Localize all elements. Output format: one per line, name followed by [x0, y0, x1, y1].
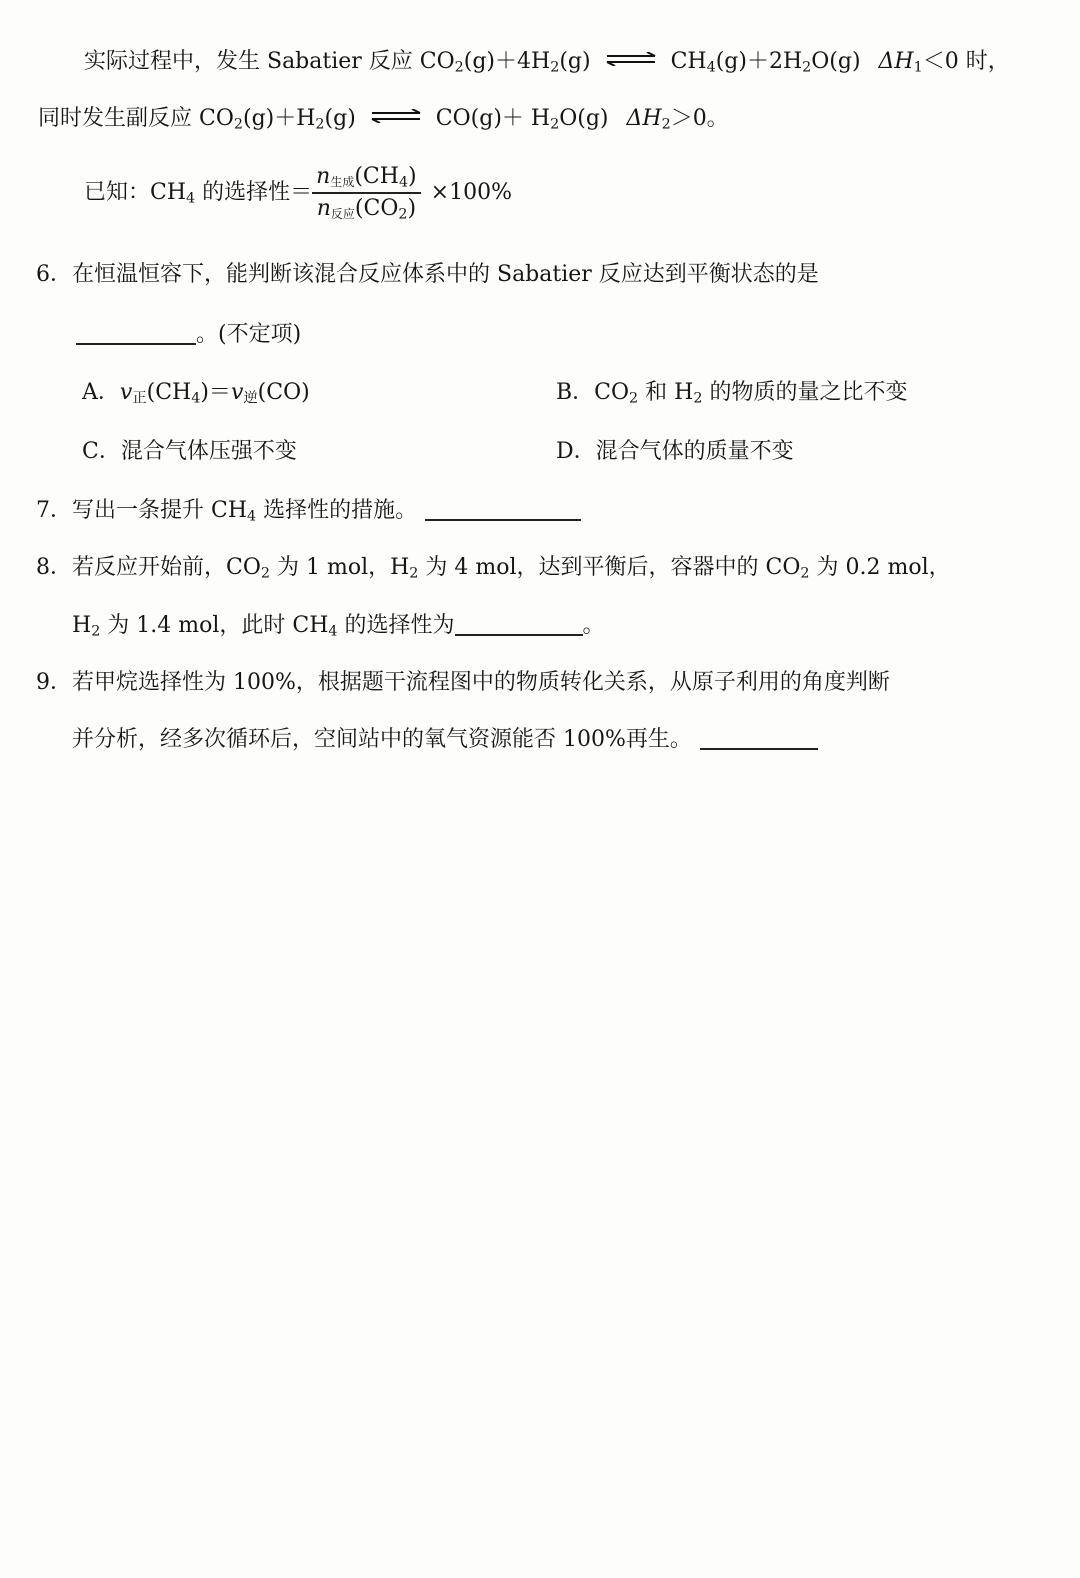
text-segment: (CO — [354, 196, 399, 221]
answer-blank[interactable] — [455, 612, 583, 636]
subscript: 2 — [550, 116, 560, 133]
question-6-stem — [36, 260, 819, 290]
subscript: 2 — [91, 623, 101, 640]
text-segment: n — [316, 164, 331, 189]
subscript: 4 — [191, 390, 201, 407]
subscript: 反应 — [330, 207, 355, 221]
text-segment: CO(g)＋ H — [435, 106, 551, 131]
subscript: 2 — [398, 206, 408, 223]
option-b[interactable] — [556, 378, 907, 408]
subscript: 2 — [802, 59, 812, 76]
text-segment: (CO) — [257, 380, 310, 405]
text-segment: )＝ — [200, 380, 231, 405]
text-segment: n — [316, 196, 331, 221]
subscript: 2 — [629, 390, 639, 407]
text-segment: 的物质的量之比不变 — [702, 380, 908, 405]
reaction-line-side — [38, 104, 729, 134]
text-segment: 为 0.2 mol， — [809, 555, 951, 580]
subscript: 正 — [132, 390, 147, 407]
text-segment: ＜0 时， — [922, 49, 1010, 74]
subscript: 1 — [913, 59, 923, 76]
subscript: 2 — [661, 116, 671, 133]
option-letter: D． — [556, 439, 596, 464]
question-8-line-1 — [36, 553, 951, 583]
question-text: 并分析，经多次循环后，空间站中的氧气资源能否 100%再生。 — [72, 727, 692, 752]
subscript: 4 — [706, 59, 716, 76]
subscript: 4 — [186, 190, 196, 207]
text-segment: ) — [408, 164, 417, 189]
text-segment: 。 — [582, 613, 605, 638]
option-c[interactable] — [82, 437, 297, 467]
text-segment: (g)＋2H — [715, 49, 803, 74]
subscript: 2 — [260, 565, 270, 582]
question-8-line-2 — [72, 611, 605, 641]
selectivity-fraction — [312, 163, 421, 223]
fraction-denominator — [312, 194, 421, 223]
question-9-line-1 — [36, 668, 890, 698]
text-segment: 已知：CH — [84, 180, 187, 205]
option-letter: A． — [82, 380, 120, 405]
text-segment: CH — [670, 49, 707, 74]
text-segment: ×100% — [430, 180, 512, 205]
text-segment: O(g) — [559, 106, 609, 131]
text-segment: (g)＋4 — [463, 49, 532, 74]
text-segment: H — [72, 613, 92, 638]
answer-blank[interactable] — [425, 497, 581, 521]
option-text: 混合气体的质量不变 — [595, 439, 794, 464]
text-segment: 同时发生副反应 CO — [38, 106, 234, 131]
answer-blank[interactable] — [700, 726, 818, 750]
text-segment: (g) — [559, 49, 591, 74]
enthalpy-symbol: ΔH — [878, 49, 914, 74]
text-segment: (CH — [146, 380, 192, 405]
option-d[interactable] — [556, 437, 794, 467]
text-segment: 为 1.4 mol，此时 CH — [100, 613, 329, 638]
question-6-blank-line — [76, 320, 301, 350]
subscript: 4 — [398, 174, 409, 191]
text-segment: 实际过程中，发生 Sabatier 反应 — [84, 49, 420, 74]
question-9-line-2 — [72, 725, 818, 755]
subscript: 2 — [233, 116, 243, 133]
text-segment: (g) — [324, 106, 356, 131]
option-a[interactable] — [82, 378, 310, 408]
question-text: 。(不定项) — [196, 322, 302, 347]
text-segment: ) — [407, 196, 417, 221]
text-segment: ＞0。 — [670, 106, 729, 131]
question-text: 在恒温恒容下，能判断该混合反应体系中的 Sabatier 反应达到平衡状态的是 — [72, 262, 819, 287]
subscript: 生成 — [330, 175, 355, 189]
text-segment: v — [119, 380, 133, 405]
text-segment: CO — [594, 380, 630, 405]
question-number: 6． — [36, 262, 72, 287]
question-number: 8． — [36, 555, 72, 580]
subscript: 4 — [247, 508, 257, 525]
question-number: 7． — [36, 498, 72, 523]
option-text: 混合气体压强不变 — [120, 439, 297, 464]
answer-blank[interactable] — [76, 321, 196, 345]
reaction-line-sabatier — [84, 47, 1010, 77]
text-segment: 为 1 mol，H — [269, 555, 410, 580]
subscript: 4 — [328, 623, 338, 640]
question-text: 若甲烷选择性为 100%，根据题干流程图中的物质转化关系，从原子利用的角度判断 — [72, 670, 890, 695]
subscript: 2 — [315, 116, 325, 133]
subscript: 2 — [800, 565, 810, 582]
question-number: 9． — [36, 670, 72, 695]
text-segment: 若反应开始前，CO — [72, 555, 261, 580]
selectivity-definition — [84, 163, 512, 223]
text-segment: 的选择性＝ — [195, 180, 313, 205]
option-letter: C． — [82, 439, 121, 464]
equilibrium-arrow-icon — [605, 52, 657, 66]
text-segment: 和 H — [638, 380, 694, 405]
subscript: 逆 — [243, 390, 258, 407]
enthalpy-symbol: ΔH — [626, 106, 662, 131]
question-7 — [36, 496, 581, 526]
text-segment: 的选择性为 — [337, 613, 455, 638]
question-text: 选择性的措施。 — [256, 498, 418, 523]
fraction-numerator — [312, 163, 421, 194]
option-letter: B． — [556, 380, 595, 405]
text-segment: H — [531, 49, 551, 74]
equilibrium-arrow-icon — [370, 109, 422, 123]
text-segment: O(g) — [811, 49, 861, 74]
subscript: 2 — [454, 59, 464, 76]
subscript: 2 — [409, 565, 419, 582]
question-text: 写出一条提升 CH — [72, 498, 248, 523]
subscript: 2 — [550, 59, 560, 76]
subscript: 2 — [693, 390, 703, 407]
text-segment: (g)＋H — [242, 106, 316, 131]
text-segment: 为 4 mol，达到平衡后，容器中的 CO — [418, 555, 801, 580]
text-segment: v — [230, 380, 244, 405]
text-segment: CO — [419, 49, 455, 74]
text-segment: (CH — [354, 164, 399, 189]
